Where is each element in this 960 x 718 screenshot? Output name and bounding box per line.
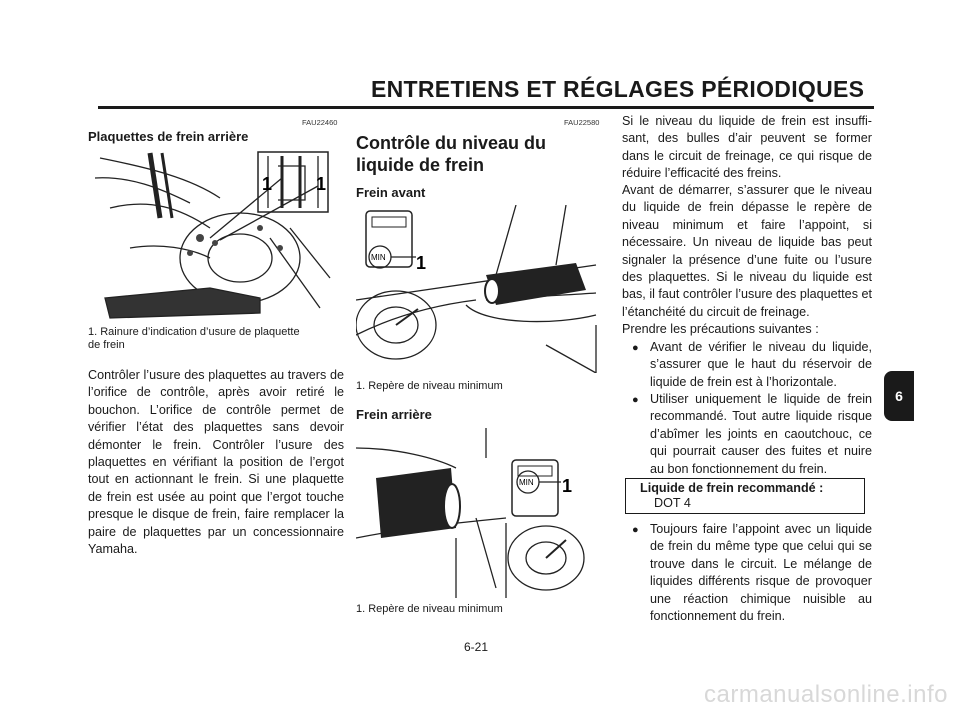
figure-callout: 1 <box>562 476 573 496</box>
min-label: MIN <box>519 478 534 487</box>
figure-caption-rear: 1. Repère de niveau minimum <box>356 603 503 615</box>
bullet-item: ● Avant de vérifier le niveau du liquide, s’assurer que le haut du réservoir de liquide de frein est à l’horizontale. <box>632 339 872 391</box>
figure-callout: 1 <box>316 174 327 194</box>
paragraph-precautions: Prendre les précautions suivantes : <box>622 322 819 336</box>
recommended-fluid-box <box>625 478 865 514</box>
figure-callout: 1 <box>262 174 273 194</box>
figure-caption-front: 1. Repère de niveau minimum <box>356 380 503 392</box>
chapter-tab[interactable]: 6 <box>884 371 914 421</box>
section-heading-fluid-level: Contrôle du niveau du liquide de frein <box>356 133 547 175</box>
page-number: 6-21 <box>464 640 489 654</box>
bullet-icon: ● <box>632 394 639 406</box>
rear-brake-pads-illustration <box>90 148 342 320</box>
paragraph-before-starting: Avant de démarrer, s’assurer que le niveau du liquide de frein dépasse le repère de niveau minimum et faire l’appoint, si nécessaire. Un niveau de liquide bas peut signaler la présence d’une fuite ou l’usure des plaquettes. Si le niveau du liquide est bas, il faut contrôler l’usure des plaquettes et l’étanchéité du circuit de freinage. <box>622 183 872 319</box>
paragraph-fluid-insufficient: Si le niveau du liquide de frein est insuffisant, des bulles d’air peuvent se former dans le circuit de freinage, ce qui risque de réduire l’efficacité des freins. <box>622 114 872 181</box>
bullet-icon: ● <box>632 342 639 354</box>
reference-code: FAU22460 <box>302 118 338 127</box>
bullet-item: ● Utiliser uniquement le liquide de frein recommandé. Tout autre liquide risque d’abîmer les joints en caoutchouc, ce qui pourrait causer des fuites et nuire au bon fonctionnement du frein. <box>632 391 872 478</box>
spec-title: Liquide de frein recommandé : <box>640 481 824 495</box>
subheading-front-brake: Frein avant <box>356 185 426 200</box>
figure-caption: 1. Rainure d’indication d’usure de plaquette de frein <box>88 326 300 351</box>
page-header-title: ENTRETIENS ET RÉGLAGES PÉRIODIQUES <box>371 76 865 102</box>
section-heading-rear-pads: Plaquettes de frein arrière <box>88 129 249 144</box>
bullet-item: ● Toujours faire l’appoint avec un liquide de frein du même type que celui qui se trouve dans le circuit. Le mélange de liquides différents risque de provoquer une réaction chimique nuisible au fonctionnement du frein. <box>632 521 872 625</box>
figure-callout: 1 <box>416 253 427 273</box>
min-label: MIN <box>371 253 386 262</box>
paragraph-rear-pads: Contrôler l’usure des plaquettes au travers de l’orifice de contrôle, après avoir retiré le bouchon. L’orifice de contrôle permet de vérifier l’état des plaquettes sans devoir démonter le frein. Contrôler l’usure des plaquettes en vérifiant la position de l’ergot tout en actionnant le frein. Si une plaquette de frein est usée au point que l’ergot touche presque le disque de frein, faire remplacer la paire de plaquettes par un concessionnaire Yamaha. <box>88 368 344 557</box>
watermark: carmanualsonline.info <box>704 681 948 708</box>
spec-value: DOT 4 <box>654 496 691 510</box>
reference-code: FAU22580 <box>564 118 600 127</box>
bullet-icon: ● <box>632 524 639 536</box>
front-brake-reservoir-illustration <box>356 205 606 373</box>
rear-brake-reservoir-illustration <box>356 428 606 598</box>
subheading-rear-brake: Frein arrière <box>356 407 432 422</box>
header-rule <box>98 106 874 109</box>
